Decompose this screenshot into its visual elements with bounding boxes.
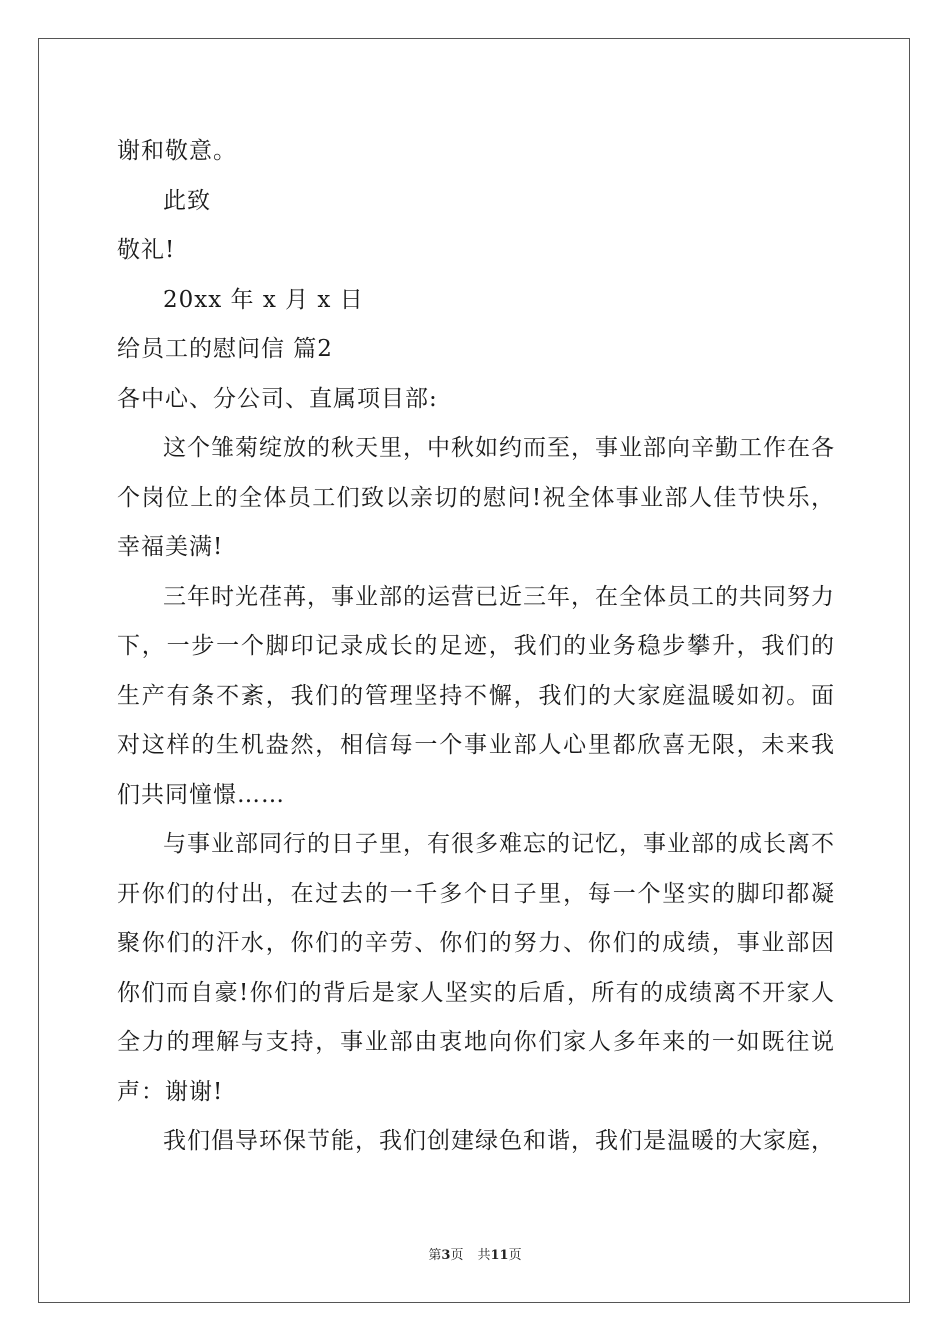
salutation-cizhi: 此致 xyxy=(163,187,211,214)
page-suffix: 页 xyxy=(450,1248,464,1263)
page-current: 3 xyxy=(441,1248,451,1263)
section-title: 给员工的慰问信 篇2 xyxy=(117,336,333,362)
paragraph-1: 这个雏菊绽放的秋天里，中秋如约而至，事业部向辛勤工作在各个岗位上的全体员工们致以亲切的慰问!祝全体事业部人佳节快乐，幸福美满! xyxy=(117,435,835,560)
paragraph-2: 三年时光荏苒，事业部的运营已近三年，在全体员工的共同努力下，一步一个脚印记录成长的足迹，我们的业务稳步攀升，我们的生产有条不紊，我们的管理坚持不懈，我们的大家庭温暖如初。面对这样的生机盎然，相信每一个事业部人心里都欣喜无限，未来我们共同憧憬…… xyxy=(117,583,835,808)
recipient-line: 各中心、分公司、直属项目部: xyxy=(117,385,438,412)
total-prefix: 共 xyxy=(477,1248,491,1263)
document-body xyxy=(117,127,835,1167)
paragraph-3: 与事业部同行的日子里，有很多难忘的记忆，事业部的成长离不开你们的付出，在过去的一千多个日子里，每一个坚实的脚印都凝聚你们的汗水，你们的辛劳、你们的努力、你们的成绩，事业部因你们而自豪!你们的背后是家人坚实的后盾，所有的成绩离不开家人全力的理解与支持，事业部由衷地向你们家人多年来的一如既往说声：谢谢! xyxy=(117,831,835,1105)
closing-line: 谢和敬意。 xyxy=(117,138,237,164)
page-total: 11 xyxy=(490,1248,509,1263)
salutation-jingli: 敬礼! xyxy=(117,237,176,263)
paragraph-4: 我们倡导环保节能，我们创建绿色和谐，我们是温暖的大家庭， xyxy=(163,1128,835,1154)
total-suffix: 页 xyxy=(508,1248,522,1263)
letter-date: 20xx 年 x 月 x 日 xyxy=(163,286,364,313)
page-footer xyxy=(0,1247,950,1265)
page-prefix: 第 xyxy=(428,1248,442,1263)
